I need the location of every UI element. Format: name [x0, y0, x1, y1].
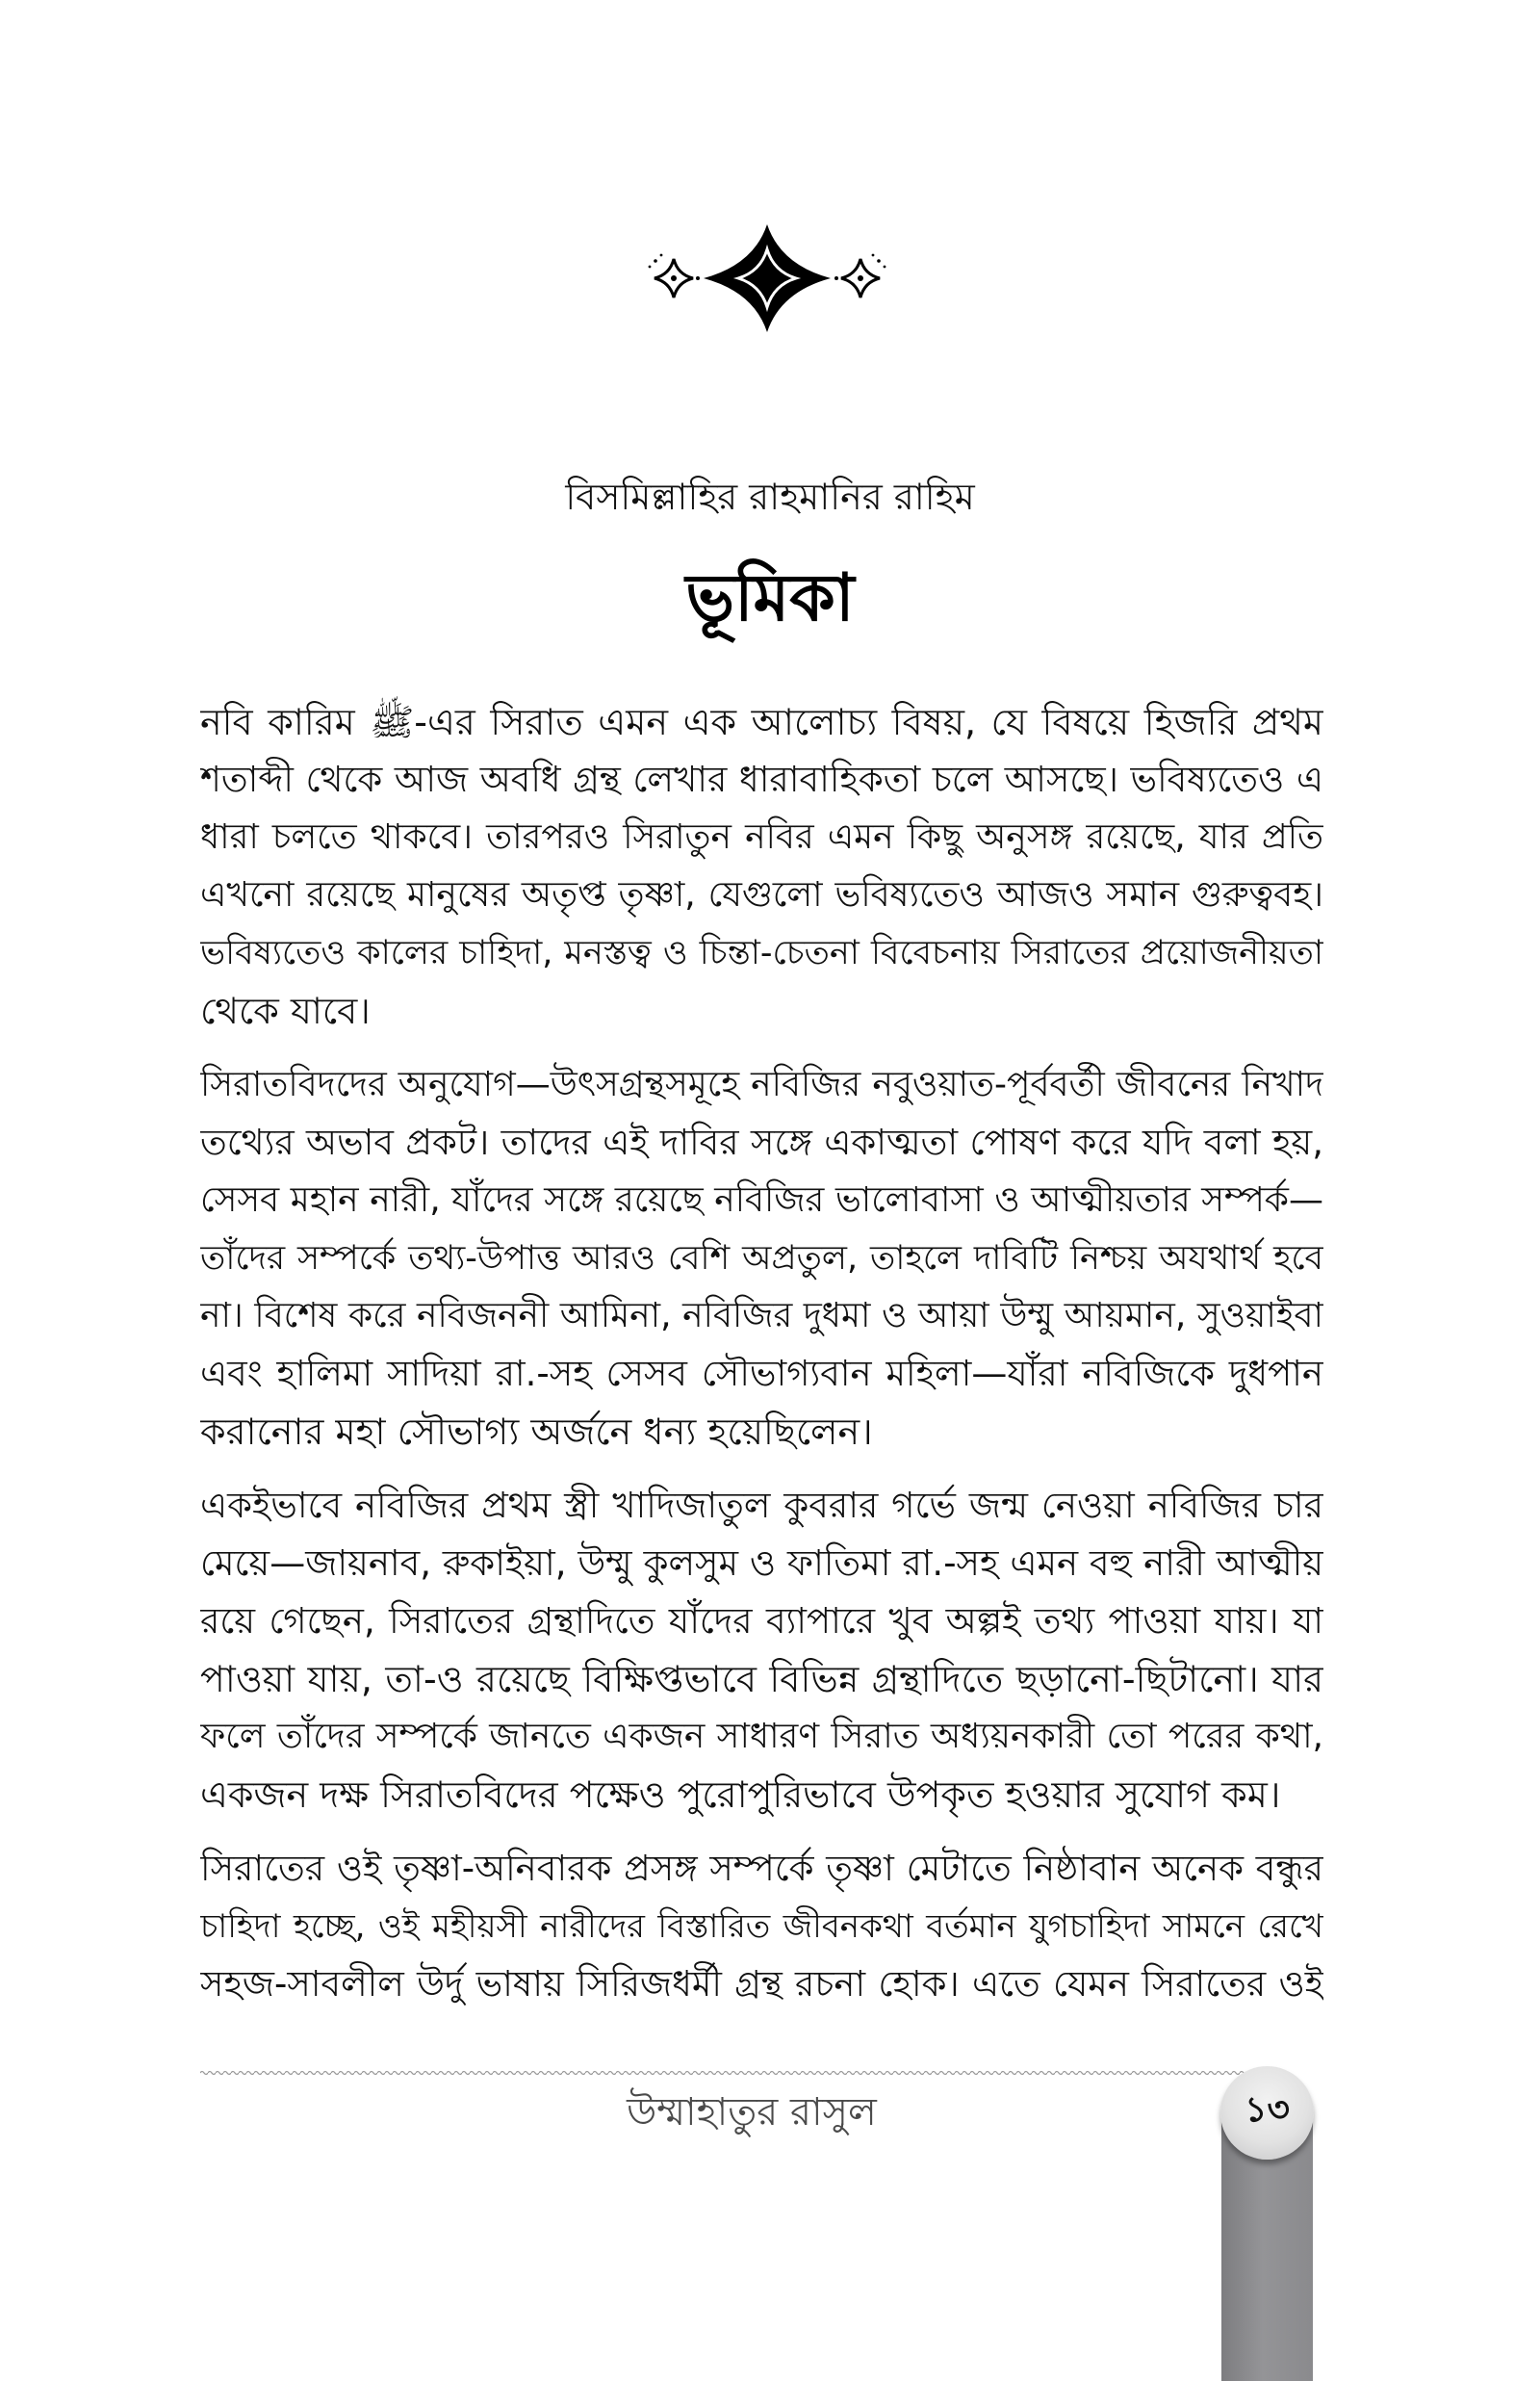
paragraph [200, 1840, 1323, 2013]
text-line: সিরাতের ওই তৃষ্ণা-অনিবারক প্রসঙ্গ সম্পর্কে তৃষ্ণা মেটাতে নিষ্ঠাবান অনেক বন্ধুর [200, 1848, 1323, 1889]
text-line: ধারা চলতে থাকবে। তারপরও সিরাতুন নবির এমন কিছু অনুসঙ্গ রয়েছে, যার প্রতি [200, 817, 1323, 857]
page-number: ১৩ [1220, 2066, 1314, 2160]
text-line: একইভাবে নবিজির প্রথম স্ত্রী খাদিজাতুল কুবরার গর্ভে জন্ম নেওয়া নবিজির চার [200, 1485, 1323, 1526]
text-line: তথ্যের অভাব প্রকট। তাদের এই দাবির সঙ্গে একাত্মতা পোষণ করে যদি বলা হয়, [200, 1122, 1323, 1163]
footer-book-title: উম্মাহাতুর রাসুল [627, 2090, 877, 2135]
text-line: শতাব্দী থেকে আজ অবধি গ্রন্থ লেখার ধারাবাহিকতা চলে আসছে। ভবিষ্যতেও এ [200, 759, 1323, 800]
paragraph [200, 1477, 1323, 1824]
text-line: না। বিশেষ করে নবিজননী আমিনা, নবিজির দুধমা ও আয়া উম্মু আয়মান, সুওয়াইবা [200, 1296, 1323, 1335]
text-line: তাঁদের সম্পর্কে তথ্য-উপাত্ত আরও বেশি অপ্রতুল, তাহলে দাবিটি নিশ্চয় অযথার্থ হবে [200, 1239, 1323, 1278]
text-line: এবং হালিমা সাদিয়া রা.-সহ সেসব সৌভাগ্যবান মহিলা—যাঁরা নবিজিকে দুধপান [200, 1353, 1323, 1394]
footer-divider [200, 2066, 1248, 2080]
text-line: চাহিদা হচ্ছে, ওই মহীয়সী নারীদের বিস্তারিত জীবনকথা বর্তমান যুগচাহিদা সামনে রেখে [200, 1907, 1323, 1946]
text-line: ফলে তাঁদের সম্পর্কে জানতে একজন সাধারণ সিরাত অধ্যয়নকারী তো পরের কথা, [200, 1717, 1323, 1756]
text-line: একজন দক্ষ সিরাতবিদের পক্ষেও পুরোপুরিভাবে উপকৃত হওয়ার সুযোগ কম। [200, 1773, 1281, 1816]
text-line: নবি কারিম ﷺ-এর সিরাত এমন এক আলোচ্য বিষয়, যে বিষয়ে হিজরি প্রথম [200, 701, 1323, 743]
body-text [200, 693, 1323, 2030]
basmala-heading: বিসমিল্লাহির রাহমানির রাহিম [565, 476, 975, 518]
text-line: ভবিষ্যতেও কালের চাহিদা, মনস্তত্ব ও চিন্তা-চেতনা বিবেচনায় সিরাতের প্রয়োজনীয়তা [200, 934, 1323, 972]
page-title: ভূমিকা [685, 560, 855, 636]
text-line: সহজ-সাবলীল উর্দু ভাষায় সিরিজধর্মী গ্রন্থ রচনা হোক। এতে যেমন সিরাতের ওই [200, 1963, 1323, 2005]
text-line: পাওয়া যায়, তা-ও রয়েছে বিক্ষিপ্তভাবে বিভিন্ন গ্রন্থাদিতে ছড়ানো-ছিটানো। যার [200, 1658, 1323, 1700]
text-line: করানোর মহা সৌভাগ্য অর্জনে ধন্য হয়েছিলেন। [200, 1410, 873, 1453]
four-point-star-ornament-icon [642, 220, 892, 336]
text-line: সিরাতবিদদের অনুযোগ—উৎসগ্রন্থসমূহে নবিজির নবুওয়াত-পূর্ববর্তী জীবনের নিখাদ [200, 1065, 1323, 1104]
text-line: রয়ে গেছেন, সিরাতের গ্রন্থাদিতে যাঁদের ব্যাপারে খুব অল্পই তথ্য পাওয়া যায়। যা [200, 1600, 1323, 1642]
text-line: এখনো রয়েছে মানুষের অতৃপ্ত তৃষ্ণা, যেগুলো ভবিষ্যতেও আজও সমান গুরুত্ববহ। [200, 875, 1323, 915]
center-star-icon [704, 224, 831, 332]
paragraph [200, 1056, 1323, 1461]
text-line: মেয়ে—জায়নাব, রুকাইয়া, উম্মু কুলসুম ও ফাতিমা রা.-সহ এমন বহু নারী আত্মীয় [200, 1542, 1323, 1584]
text-line: সেসব মহান নারী, যাঁদের সঙ্গে রয়েছে নবিজির ভালোবাসা ও আত্মীয়তার সম্পর্ক— [200, 1180, 1323, 1220]
paragraph [200, 693, 1323, 1040]
text-line: থেকে যাবে। [200, 990, 371, 1032]
